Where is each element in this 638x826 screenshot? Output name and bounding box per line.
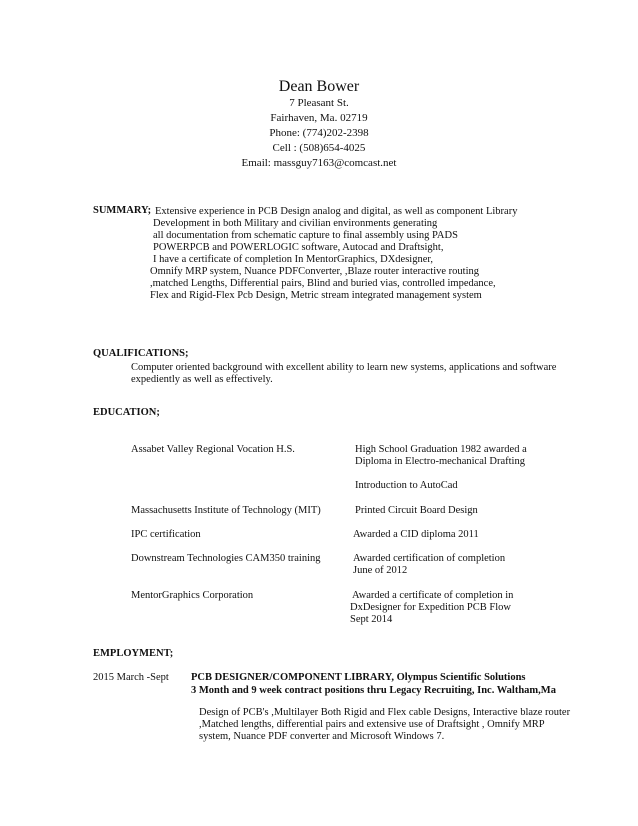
address-line-1: 7 Pleasant St. <box>289 97 349 109</box>
cell-phone: Cell : (508)654-4025 <box>272 142 366 154</box>
summary-line: Development in both Military and civilian environments generating <box>153 218 438 229</box>
education-institution: IPC certification <box>131 529 201 540</box>
summary-line: Extensive experience in PCB Design analog and digital, as well as component Library <box>155 206 518 217</box>
employment-date: 2015 March -Sept <box>93 672 169 683</box>
email: Email: massguy7163@comcast.net <box>241 157 397 169</box>
education-detail: Awarded certification of completion <box>353 553 506 564</box>
summary-line: ,matched Lengths, Differential pairs, Blind and buried vias, controlled impedance, <box>150 278 496 289</box>
qualifications-line: expediently as well as effectively. <box>131 374 273 385</box>
education-heading: EDUCATION; <box>93 407 160 418</box>
employment-title: PCB DESIGNER/COMPONENT LIBRARY, Olympus Scientific Solutions <box>191 672 526 683</box>
summary-heading: SUMMARY; <box>93 205 152 216</box>
employment-line: Design of PCB's ,Multilayer Both Rigid and Flex cable Designs, Interactive blaze router <box>199 707 571 718</box>
education-detail: Introduction to AutoCad <box>355 480 458 491</box>
qualifications-heading: QUALIFICATIONS; <box>93 348 189 359</box>
summary-line: Omnify MRP system, Nuance PDFConverter, ,Blaze router interactive routing <box>150 266 479 277</box>
phone: Phone: (774)202-2398 <box>269 127 369 139</box>
summary-line: POWERPCB and POWERLOGIC software, Autocad and Draftsight, <box>153 242 444 253</box>
education-detail: Sept 2014 <box>350 614 393 625</box>
education-detail: High School Graduation 1982 awarded a <box>355 444 527 455</box>
employment-subtitle: 3 Month and 9 week contract positions thru Legacy Recruiting, Inc. Waltham,Ma <box>191 685 556 696</box>
education-institution: MentorGraphics Corporation <box>131 590 254 601</box>
education-detail: June of 2012 <box>353 565 408 576</box>
summary-line: I have a certificate of completion In MentorGraphics, DXdesigner, <box>153 254 434 265</box>
summary-line: all documentation from schematic capture to final assembly using PADS <box>153 230 458 241</box>
education-detail: Awarded a CID diploma 2011 <box>353 529 479 540</box>
education-detail: DxDesigner for Expedition PCB Flow <box>350 602 511 613</box>
employment-heading: EMPLOYMENT; <box>93 648 174 659</box>
education-institution: Downstream Technologies CAM350 training <box>131 553 321 564</box>
resume-name: Dean Bower <box>278 78 360 95</box>
education-detail: Diploma in Electro-mechanical Drafting <box>355 456 525 467</box>
education-institution: Assabet Valley Regional Vocation H.S. <box>131 444 295 455</box>
education-institution: Massachusetts Institute of Technology (MIT) <box>131 505 321 516</box>
qualifications-line: Computer oriented background with excellent ability to learn new systems, applications and software <box>131 362 557 373</box>
summary-line: Flex and Rigid-Flex Pcb Design, Metric stream integrated management system <box>150 290 482 301</box>
address-line-2: Fairhaven, Ma. 02719 <box>270 112 368 124</box>
employment-line: system, Nuance PDF converter and Microsoft Windows 7. <box>199 731 445 742</box>
education-detail: Awarded a certificate of completion in <box>352 590 514 601</box>
education-detail: Printed Circuit Board Design <box>355 505 478 516</box>
employment-line: ,Matched lengths, differential pairs and extensive use of Draftsight , Omnify MRP <box>199 719 545 730</box>
